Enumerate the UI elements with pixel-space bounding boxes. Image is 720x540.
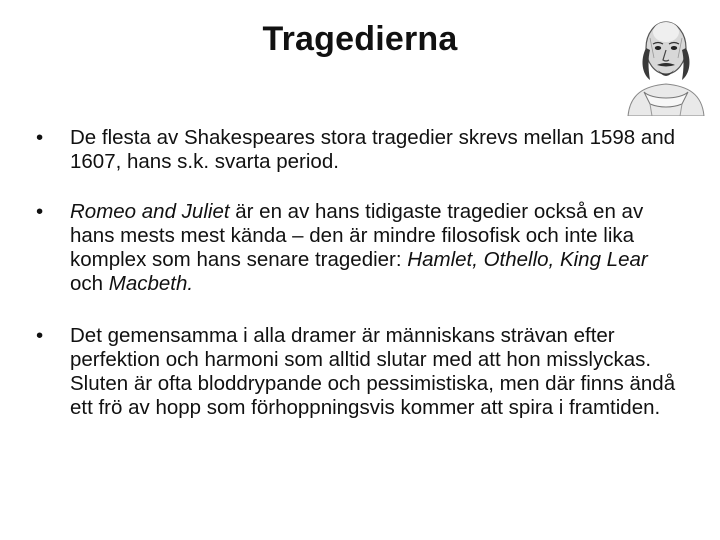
play-title-macbeth: Macbeth.: [108, 272, 194, 295]
bullet-text: [70, 200, 648, 295]
bullet-item: [36, 324, 686, 420]
play-titles-list: Hamlet, Othello, King Lear: [407, 248, 648, 271]
bullet-text: De flesta av Shakespeares stora tragedier skrevs mellan 1598 and 1607, hans s.k. svarta period.: [70, 126, 676, 173]
bullet-text-segment: är en av hans tidigaste tragedier också en av hans mests mest kända – den är mindre filosofisk och inte lika komplex som hans senare tragedier:: [70, 200, 644, 271]
bullet-marker: •: [36, 200, 44, 223]
bullet-list: [36, 126, 686, 420]
shakespeare-portrait-icon: [622, 8, 710, 116]
slide-title: Tragedierna: [262, 20, 458, 58]
bullet-text: Det gemensamma i alla dramer är människans strävan efter perfektion och harmoni som alltid slutar med att hon misslyckas. Sluten är ofta bloddrypande och pessimistiska, men där finns ändå ett frö av hopp som förhoppningsvis kommer att spira i framtiden.: [70, 324, 676, 419]
bullet-item: [36, 200, 686, 296]
bullet-item: [36, 126, 686, 174]
bullet-text-segment: och: [70, 272, 109, 295]
play-title-romeo-and-juliet: Romeo and Juliet: [70, 200, 230, 223]
bullet-marker: •: [36, 126, 44, 149]
bullet-marker: •: [36, 324, 44, 347]
